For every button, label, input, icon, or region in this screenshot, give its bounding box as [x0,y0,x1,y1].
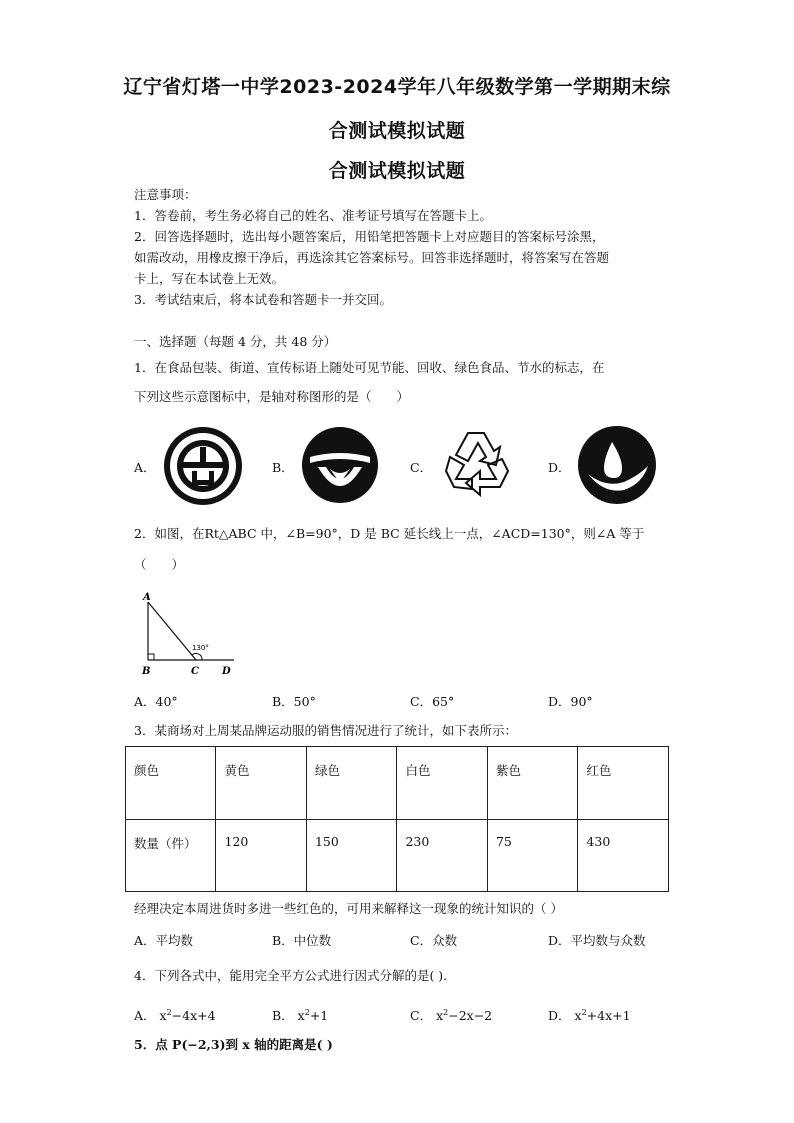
green-food-logo-icon [300,425,380,505]
table-cell: 75 [487,819,577,892]
sales-table [125,746,669,892]
triangle-figure [134,588,244,678]
table-cell: 120 [216,819,306,892]
option-label: B． [272,1008,294,1023]
q2-line-1: 2．如图，在Rt△ABC 中，∠B=90°，D 是 BC 延长线上一点，∠ACD=130°，则∠A 等于 [134,526,645,541]
q2-option-d: D．90° [548,694,593,709]
energy-saving-logo-icon [162,425,244,507]
option-rest: +1 [309,1008,329,1023]
point-label-b: B [142,666,151,677]
q3-option-c: C．众数 [410,933,458,948]
notice-heading: 注意事项： [134,187,197,202]
table-cell: 数量（件） [126,819,216,892]
notice-item-2b: 如需改动，用橡皮擦干净后，再选涂其它答案标号。回答非选择题时，将答案写在答题 [134,250,610,265]
table-cell: 150 [306,819,396,892]
table-header-row [126,747,669,820]
exponent: 2 [581,1007,587,1017]
q4-option-b [272,1006,328,1024]
table-cell: 颜色 [126,747,216,820]
title-line-3: 合测试模拟试题 [328,160,466,182]
table-cell: 430 [578,819,669,892]
q4-option-c [410,1006,492,1024]
q2-option-a: A．40° [134,694,178,709]
exponent: 2 [443,1007,449,1017]
table-row [126,819,669,892]
notice-item-2c: 卡上，写在本试卷上无效。 [134,271,285,286]
q2-line-2: （ ） [134,557,185,572]
option-rest: +4x+1 [586,1008,631,1023]
exponent: 2 [166,1007,172,1017]
q4-line-1: 4．下列各式中，能用完全平方公式进行因式分解的是( ). [134,968,448,983]
table-cell: 白色 [397,747,487,820]
q1-line-1: 1．在食品包装、街道、宣传标语上随处可见节能、回收、绿色食品、节水的标志，在 [134,360,605,375]
q2-option-c: C．65° [410,694,455,709]
recycle-logo-icon [438,427,516,503]
q1-line-2: 下列这些示意图标中，是轴对称图形的是（ ） [134,389,410,404]
exponent: 2 [304,1007,310,1017]
notice-item-2a: 2．回答选择题时，选出每小题答案后，用铅笔把答题卡上对应题目的答案标号涂黑， [134,229,605,244]
option-rest: −2x−2 [448,1008,493,1023]
title-line-2: 合测试模拟试题 [328,120,466,142]
q3-line-1: 3．某商场对上周某品牌运动服的销售情况进行了统计，如下表所示： [134,723,517,738]
water-saving-logo-icon [576,424,658,506]
option-x: x [297,1008,305,1023]
option-x: x [436,1008,444,1023]
table-cell: 紫色 [487,747,577,820]
q2-option-b: B．50° [272,694,316,709]
option-label: A． [134,1008,156,1023]
q1-option-c: C． [410,460,433,475]
point-label-c: C [191,666,199,677]
q3-line-2: 经理决定本周进货时多进一些红色的，可用来解释这一现象的统计知识的（ ） [134,901,563,916]
angle-label: 130° [192,644,209,652]
table-cell: 黄色 [216,747,306,820]
q5-line-1: 5．点 P(−2,3)到 x 轴的距离是( ) [134,1037,333,1052]
q3-option-d: D．平均数与众数 [548,933,646,948]
option-label: C． [410,1008,433,1023]
title-line-1: 辽宁省灯塔一中学2023-2024学年八年级数学第一学期期末综 [123,76,671,98]
table-cell: 红色 [578,747,669,820]
notice-item-1: 1．答卷前，考生务必将自己的姓名、准考证号填写在答题卡上。 [134,208,492,223]
q1-option-d: D． [548,460,571,475]
q1-option-a: A． [134,460,156,475]
table-cell: 绿色 [306,747,396,820]
q3-option-a: A．平均数 [134,933,194,948]
point-label-d: D [222,666,231,677]
option-label: D． [548,1008,571,1023]
q4-option-d [548,1006,631,1024]
option-x: x [159,1008,167,1023]
option-rest: −4x+4 [171,1008,216,1023]
section-title: 一、选择题（每题 4 分，共 48 分） [134,334,337,349]
table-cell: 230 [397,819,487,892]
option-x: x [574,1008,582,1023]
notice-item-3: 3．考试结束后，将本试卷和答题卡一并交回。 [134,292,392,307]
q3-option-b: B．中位数 [272,933,332,948]
q4-option-a [134,1006,216,1024]
point-label-a: A [143,592,151,603]
q1-option-b: B． [272,460,294,475]
